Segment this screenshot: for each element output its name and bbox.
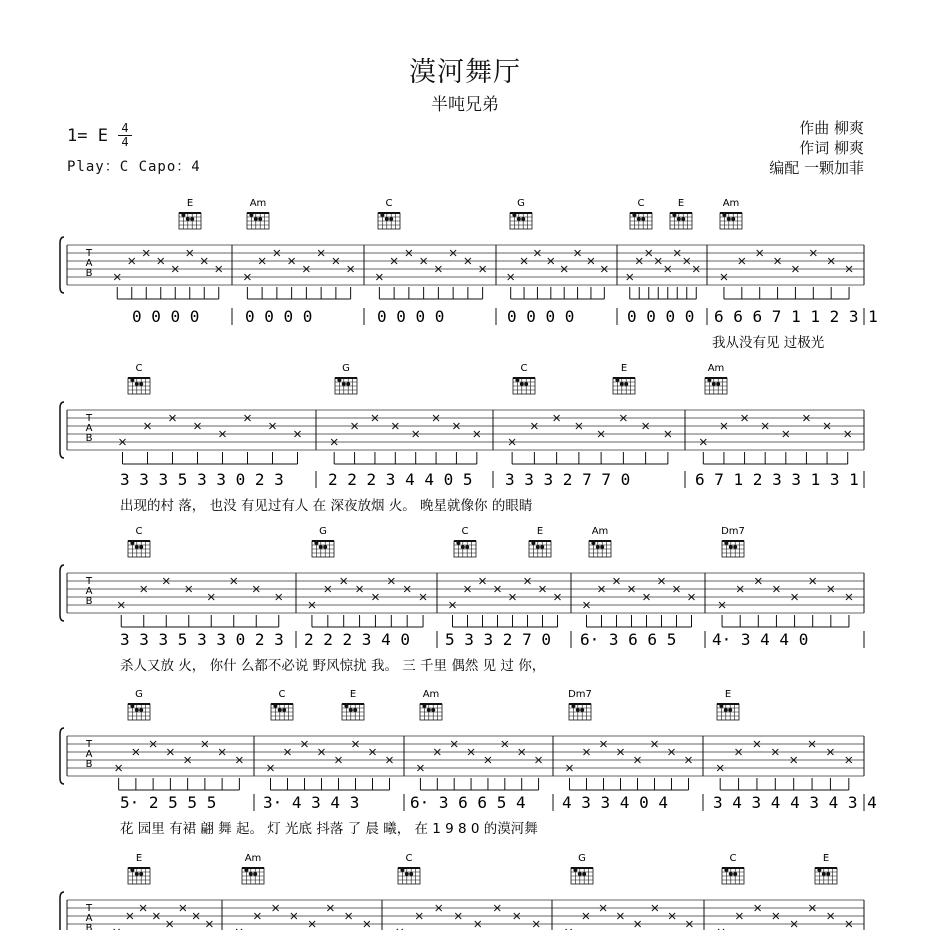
chord-dot: [517, 217, 521, 221]
tab-clef-letter: B: [85, 433, 93, 444]
chord-dot: [724, 868, 728, 872]
system-bracket: [60, 237, 64, 293]
chord-diagram: [630, 198, 652, 229]
chord-dot: [731, 217, 735, 221]
jianpu-measure: 3· 4 3 4 3: [263, 793, 360, 812]
chord-name: Dm7: [568, 689, 592, 700]
chord-dot: [139, 872, 143, 876]
chord-dot: [337, 378, 341, 382]
chord-dot: [724, 541, 728, 545]
chord-diagram: [510, 198, 532, 229]
chord-dot: [540, 545, 544, 549]
tab-system: [60, 363, 864, 514]
jianpu-measure: 3 4 3 4 4 3 4 3 4: [713, 793, 877, 812]
chord-dot: [282, 708, 286, 712]
chord-dot: [582, 872, 586, 876]
chord-dot: [681, 217, 685, 221]
jianpu-measure: 0 0 0 0: [627, 307, 695, 326]
jianpu-measure: 5· 2 5 5 5: [120, 793, 217, 812]
jianpu-measure: 4 3 3 4 0 4: [562, 793, 668, 812]
chord-dot: [576, 708, 580, 712]
chord-dot: [727, 217, 731, 221]
chord-name: E: [822, 853, 830, 864]
chord-dot: [139, 382, 143, 386]
chord-dot: [624, 382, 628, 386]
chord-name: E: [186, 198, 194, 209]
artist-name: 半吨兄弟: [431, 95, 499, 115]
chord-name: Am: [707, 363, 725, 374]
credit-arranger: 编配 一颗加菲: [769, 159, 864, 177]
chord-dot: [139, 545, 143, 549]
chord-dot: [353, 708, 357, 712]
chord-dot: [431, 708, 435, 712]
chord-name: Am: [249, 198, 267, 209]
chord-name: E: [349, 689, 357, 700]
chord-name: Am: [422, 689, 440, 700]
chord-dot: [733, 545, 737, 549]
credit-lyricist: 作词 柳爽: [799, 139, 864, 157]
tab-clef-letter: A: [85, 913, 93, 924]
chord-dot: [672, 213, 676, 217]
chord-dot: [319, 545, 323, 549]
tab-clef-letter: T: [85, 413, 93, 424]
jianpu-measure: 3 3 3 2 7 7 0: [505, 470, 631, 489]
chord-dot: [724, 708, 728, 712]
chord-name: G: [342, 363, 350, 374]
chord-diagram: [312, 526, 334, 557]
chord-diagram: [128, 853, 150, 884]
chord-dot: [139, 708, 143, 712]
tab-clef-letter: T: [85, 248, 93, 259]
chord-name: C: [637, 198, 645, 209]
chord-dot: [729, 872, 733, 876]
chord-dot: [181, 213, 185, 217]
chord-diagram: [717, 689, 739, 720]
lyrics-line: 花 园里 有裙 翩 舞 起。 灯 光底 抖落 了 晨 曦， 在 1 9 8 0 的漠河舞: [120, 821, 538, 837]
jianpu-measure: 3 3 3 5 3 3 0 2 3: [120, 470, 284, 489]
system-bracket: [60, 402, 64, 458]
chord-diagram: [513, 363, 535, 394]
chord-name: C: [461, 526, 469, 537]
chord-diagram: [670, 198, 692, 229]
lyrics-line: 出现的村 落， 也没 有见过有人 在 深夜放烟 火。 晚星就像你 的眼睛: [120, 498, 533, 514]
tab-clef-letter: B: [85, 759, 93, 770]
chord-dot: [135, 708, 139, 712]
chord-dot: [422, 704, 426, 708]
song-title: 漠河舞厅: [409, 57, 521, 88]
chord-dot: [729, 545, 733, 549]
tab-clef-letter: B: [85, 923, 93, 930]
chord-dot: [817, 868, 821, 872]
chord-dot: [465, 545, 469, 549]
chord-name: E: [620, 363, 628, 374]
chord-diagram: [529, 526, 551, 557]
tab-clef-letter: A: [85, 423, 93, 434]
chord-dot: [677, 217, 681, 221]
chord-dot: [580, 708, 584, 712]
play-capo-info: Play：C Capo：4: [67, 159, 201, 175]
chord-diagram: [705, 363, 727, 394]
chord-dot: [573, 868, 577, 872]
jianpu-measure: 0 0 0 0: [377, 307, 445, 326]
chord-dot: [719, 704, 723, 708]
chord-name: C: [278, 689, 286, 700]
chord-dot: [707, 378, 711, 382]
chord-dot: [346, 382, 350, 386]
chord-name: E: [724, 689, 732, 700]
chord-name: C: [729, 853, 737, 864]
chord-name: E: [135, 853, 143, 864]
chord-dot: [591, 541, 595, 545]
chord-dot: [512, 213, 516, 217]
chord-dot: [405, 872, 409, 876]
chord-dot: [135, 382, 139, 386]
chord-dot: [380, 213, 384, 217]
chord-diagram: [335, 363, 357, 394]
chord-dot: [249, 872, 253, 876]
jianpu-measure: 2 2 2 3 4 4 0 5: [328, 470, 473, 489]
chord-dot: [600, 545, 604, 549]
tab-system: [60, 853, 864, 930]
chord-dot: [349, 708, 353, 712]
tab-clef-letter: T: [85, 903, 93, 914]
system-bracket: [60, 892, 64, 930]
jianpu-measure: 2 2 2 3 4 0: [304, 630, 410, 649]
key-signature: 1= E: [67, 126, 108, 146]
chord-diagram: [378, 198, 400, 229]
tab-system: [60, 689, 877, 837]
chord-diagram: [128, 689, 150, 720]
chord-dot: [130, 868, 134, 872]
chord-dot: [536, 545, 540, 549]
chord-dot: [515, 378, 519, 382]
chord-diagram: [179, 198, 201, 229]
chord-diagram: [568, 689, 592, 720]
chord-dot: [190, 217, 194, 221]
chord-dot: [254, 217, 258, 221]
chord-dot: [578, 872, 582, 876]
chord-dot: [728, 708, 732, 712]
chord-dot: [524, 382, 528, 386]
chord-diagram: [613, 363, 635, 394]
chord-diagram: [247, 198, 269, 229]
system-bracket: [60, 565, 64, 621]
chord-dot: [273, 704, 277, 708]
chord-dot: [427, 708, 431, 712]
chord-dot: [244, 868, 248, 872]
tab-clef-letter: A: [85, 749, 93, 760]
tab-clef-letter: A: [85, 586, 93, 597]
jianpu-measure: 0 0 0 0: [507, 307, 575, 326]
chord-diagram: [721, 526, 745, 557]
tab-system: [60, 526, 864, 674]
tab-system: [60, 198, 878, 351]
chord-dot: [620, 382, 624, 386]
chord-diagram: [720, 198, 742, 229]
tab-clef-letter: B: [85, 596, 93, 607]
chord-name: C: [520, 363, 528, 374]
chord-name: G: [578, 853, 586, 864]
chord-dot: [385, 217, 389, 221]
chord-dot: [400, 868, 404, 872]
chord-diagram: [342, 689, 364, 720]
chord-diagram: [128, 363, 150, 394]
credit-composer: 作曲 柳爽: [799, 119, 864, 137]
chord-dot: [461, 545, 465, 549]
jianpu-measure: 0 0 0 0: [132, 307, 200, 326]
tab-clef-letter: B: [85, 268, 93, 279]
chord-diagram: [815, 853, 837, 884]
chord-dot: [135, 872, 139, 876]
chord-name: Am: [244, 853, 262, 864]
chord-dot: [135, 545, 139, 549]
chord-dot: [130, 704, 134, 708]
chord-dot: [716, 382, 720, 386]
chord-dot: [186, 217, 190, 221]
jianpu-measure: 3 3 3 5 3 3 0 2 3: [120, 630, 284, 649]
chord-diagram: [420, 689, 442, 720]
chord-dot: [249, 213, 253, 217]
chord-dot: [722, 213, 726, 217]
jianpu-measure: 6· 3 6 6 5 4: [410, 793, 526, 812]
chord-dot: [342, 382, 346, 386]
jianpu-measure: 5 3 3 2 7 0: [445, 630, 551, 649]
chord-name: C: [405, 853, 413, 864]
chord-name: Am: [722, 198, 740, 209]
chord-name: Dm7: [721, 526, 745, 537]
chord-diagram: [128, 526, 150, 557]
chord-dot: [130, 541, 134, 545]
lyrics-line: 我从没有见 过极光: [712, 335, 825, 351]
chord-name: C: [135, 363, 143, 374]
chord-dot: [258, 217, 262, 221]
lyrics-line: 杀人又放 火， 你什 么都不必说 野风惊扰 我。 三 千里 偶然 见 过 你，: [120, 658, 546, 674]
chord-dot: [278, 708, 282, 712]
chord-dot: [632, 213, 636, 217]
chord-name: E: [536, 526, 544, 537]
chord-dot: [253, 872, 257, 876]
jianpu-measure: 4· 3 4 4 0: [712, 630, 809, 649]
tab-clef-letter: T: [85, 739, 93, 750]
chord-dot: [641, 217, 645, 221]
chord-name: G: [319, 526, 327, 537]
chord-name: G: [517, 198, 525, 209]
chord-dot: [571, 704, 575, 708]
chord-dot: [596, 545, 600, 549]
chord-dot: [344, 704, 348, 708]
time-signature-bottom: 4: [118, 135, 132, 149]
chord-dot: [323, 545, 327, 549]
chord-name: G: [135, 689, 143, 700]
jianpu-measure: 6· 3 6 6 5: [580, 630, 677, 649]
chord-dot: [456, 541, 460, 545]
jianpu-measure: 0 0 0 0: [245, 307, 313, 326]
chord-name: C: [385, 198, 393, 209]
chord-dot: [389, 217, 393, 221]
chord-name: C: [135, 526, 143, 537]
chord-dot: [712, 382, 716, 386]
jianpu-measure: 6 7 1 2 3 3 1 3 1: [695, 470, 859, 489]
jianpu-measure: 6 6 6 7 1 1 2 3 1: [714, 307, 878, 326]
chord-dot: [531, 541, 535, 545]
chord-dot: [314, 541, 318, 545]
chord-dot: [822, 872, 826, 876]
chord-dot: [130, 378, 134, 382]
system-bracket: [60, 728, 64, 784]
chord-diagram: [398, 853, 420, 884]
chord-dot: [826, 872, 830, 876]
chord-diagram: [589, 526, 611, 557]
chord-dot: [637, 217, 641, 221]
chord-dot: [409, 872, 413, 876]
chord-diagram: [271, 689, 293, 720]
chord-diagram: [571, 853, 593, 884]
chord-diagram: [722, 853, 744, 884]
chord-name: E: [677, 198, 685, 209]
chord-dot: [733, 872, 737, 876]
chord-name: Am: [591, 526, 609, 537]
chord-dot: [615, 378, 619, 382]
chord-diagram: [242, 853, 264, 884]
time-signature-top: 4: [121, 121, 129, 135]
tab-clef-letter: A: [85, 258, 93, 269]
chord-diagram: [454, 526, 476, 557]
chord-dot: [520, 382, 524, 386]
tab-clef-letter: T: [85, 576, 93, 587]
chord-dot: [521, 217, 525, 221]
